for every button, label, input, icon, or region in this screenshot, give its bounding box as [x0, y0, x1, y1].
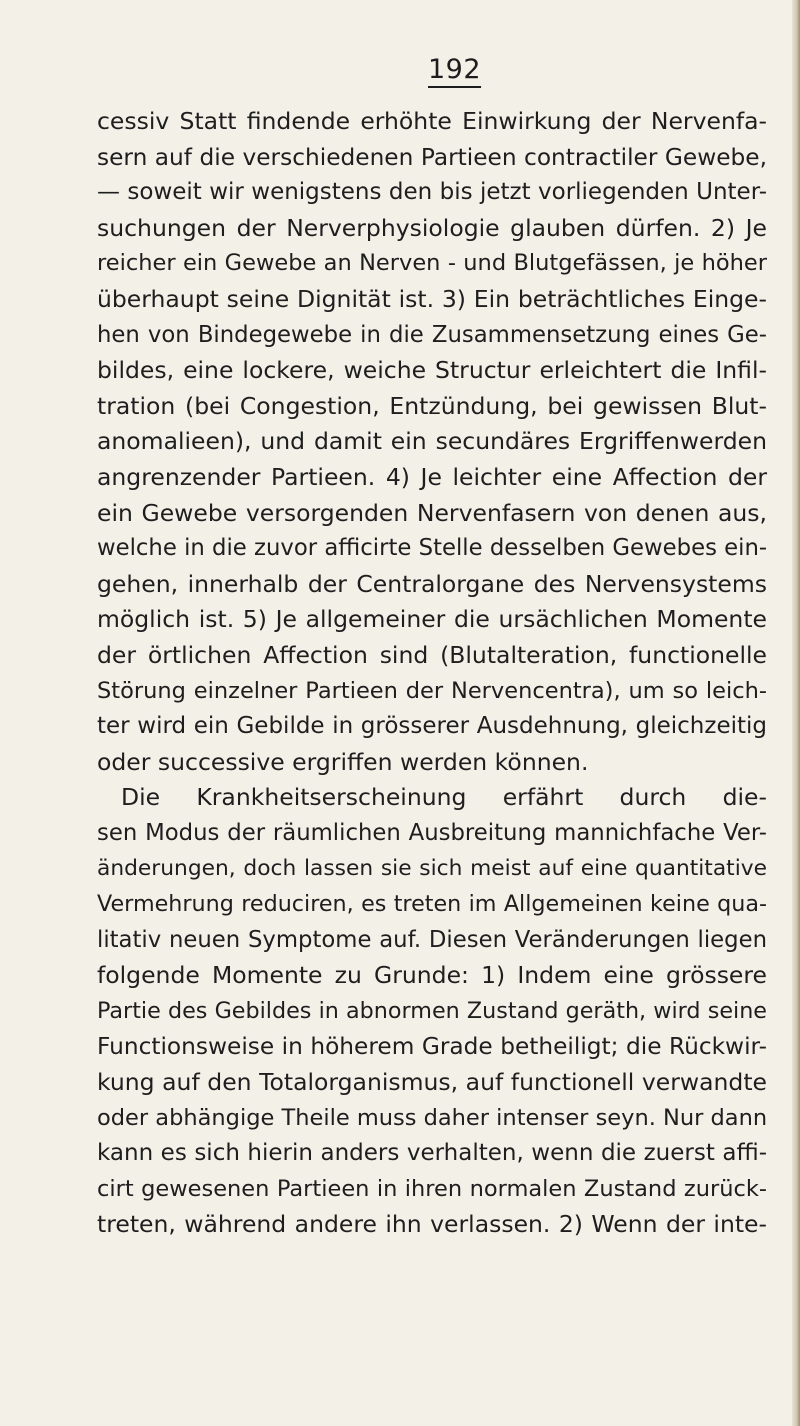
text-line: cessiv Statt findende erhöhte Einwirkung der Nervenfa-: [97, 107, 767, 135]
text-line: der örtlichen Affection sind (Blutalteration, functionelle: [97, 640, 767, 669]
page-edge-shadow: [792, 0, 800, 1426]
text-line: folgende Momente zu Grunde: 1) Indem eine grössere: [97, 961, 767, 990]
text-line: ein Gewebe versorgenden Nervenfasern von denen aus,: [97, 498, 767, 527]
text-line: cirt gewesenen Partieen in ihren normalen Zustand zurück-: [97, 1175, 767, 1202]
text-line: hen von Bindegewebe in die Zusammensetzung eines Ge-: [97, 321, 767, 348]
page-number: 192: [428, 54, 482, 85]
text-line: sen Modus der räumlichen Ausbreitung mannichfache Ver-: [97, 819, 767, 846]
text-line: Partie des Gebildes in abnormen Zustand geräth, wird seine: [97, 997, 767, 1024]
text-line: kann es sich hierin anders verhalten, wenn die zuerst affi-: [97, 1140, 767, 1167]
text-line: reicher ein Gewebe an Nerven - und Blutgefässen, je höher: [97, 250, 767, 277]
text-line: möglich ist. 5) Je allgemeiner die ursächlichen Momente: [97, 605, 767, 634]
text-line: — soweit wir wenigstens den bis jetzt vorliegenden Unter-: [97, 179, 767, 206]
text-line: tration (bei Congestion, Entzündung, bei gewissen Blut-: [97, 391, 767, 420]
text-line: änderungen, doch lassen sie sich meist auf eine quantitative: [97, 856, 767, 882]
text-line: Störung einzelner Partieen der Nervencentra), um so leich-: [97, 677, 767, 704]
text-line: ter wird ein Gebilde in grösserer Ausdehnung, gleichzeitig: [97, 713, 767, 740]
text-line: treten, während andere ihn verlassen. 2) Wenn der inte-: [97, 1210, 767, 1239]
body-text: [97, 104, 767, 1243]
text-line: Functionsweise in höherem Grade betheiligt; die Rückwir-: [97, 1033, 767, 1061]
text-line: Vermehrung reduciren, es treten im Allgemeinen keine qua-: [97, 891, 767, 918]
text-line: gehen, innerhalb der Centralorgane des Nervensystems: [97, 569, 767, 598]
text-line: bildes, eine lockere, weiche Structur erleichtert die Infil-: [97, 356, 767, 385]
text-line: litativ neuen Symptome auf. Diesen Veränderungen liegen: [97, 926, 767, 953]
text-line: oder abhängige Theile muss daher intenser seyn. Nur dann: [97, 1104, 768, 1131]
text-line: Die Krankheitserscheinung erfährt durch die-: [121, 783, 767, 812]
text-line: anomalieen), und damit ein secundäres Ergriffenwerden: [97, 427, 767, 456]
text-line: suchungen der Nerverphysiologie glauben dürfen. 2) Je: [97, 213, 767, 242]
text-line: angrenzender Partieen. 4) Je leichter eine Affection der: [97, 462, 767, 491]
text-line: welche in die zuvor afficirte Stelle desselben Gewebes ein-: [97, 535, 768, 562]
text-line: oder successive ergriffen werden können.: [97, 747, 589, 776]
text-line: überhaupt seine Dignität ist. 3) Ein beträchtliches Einge-: [97, 284, 767, 313]
text-line: kung auf den Totalorganismus, auf functionell verwandte: [97, 1068, 767, 1097]
text-line: sern auf die verschiedenen Partieen contractiler Gewebe,: [97, 143, 767, 171]
